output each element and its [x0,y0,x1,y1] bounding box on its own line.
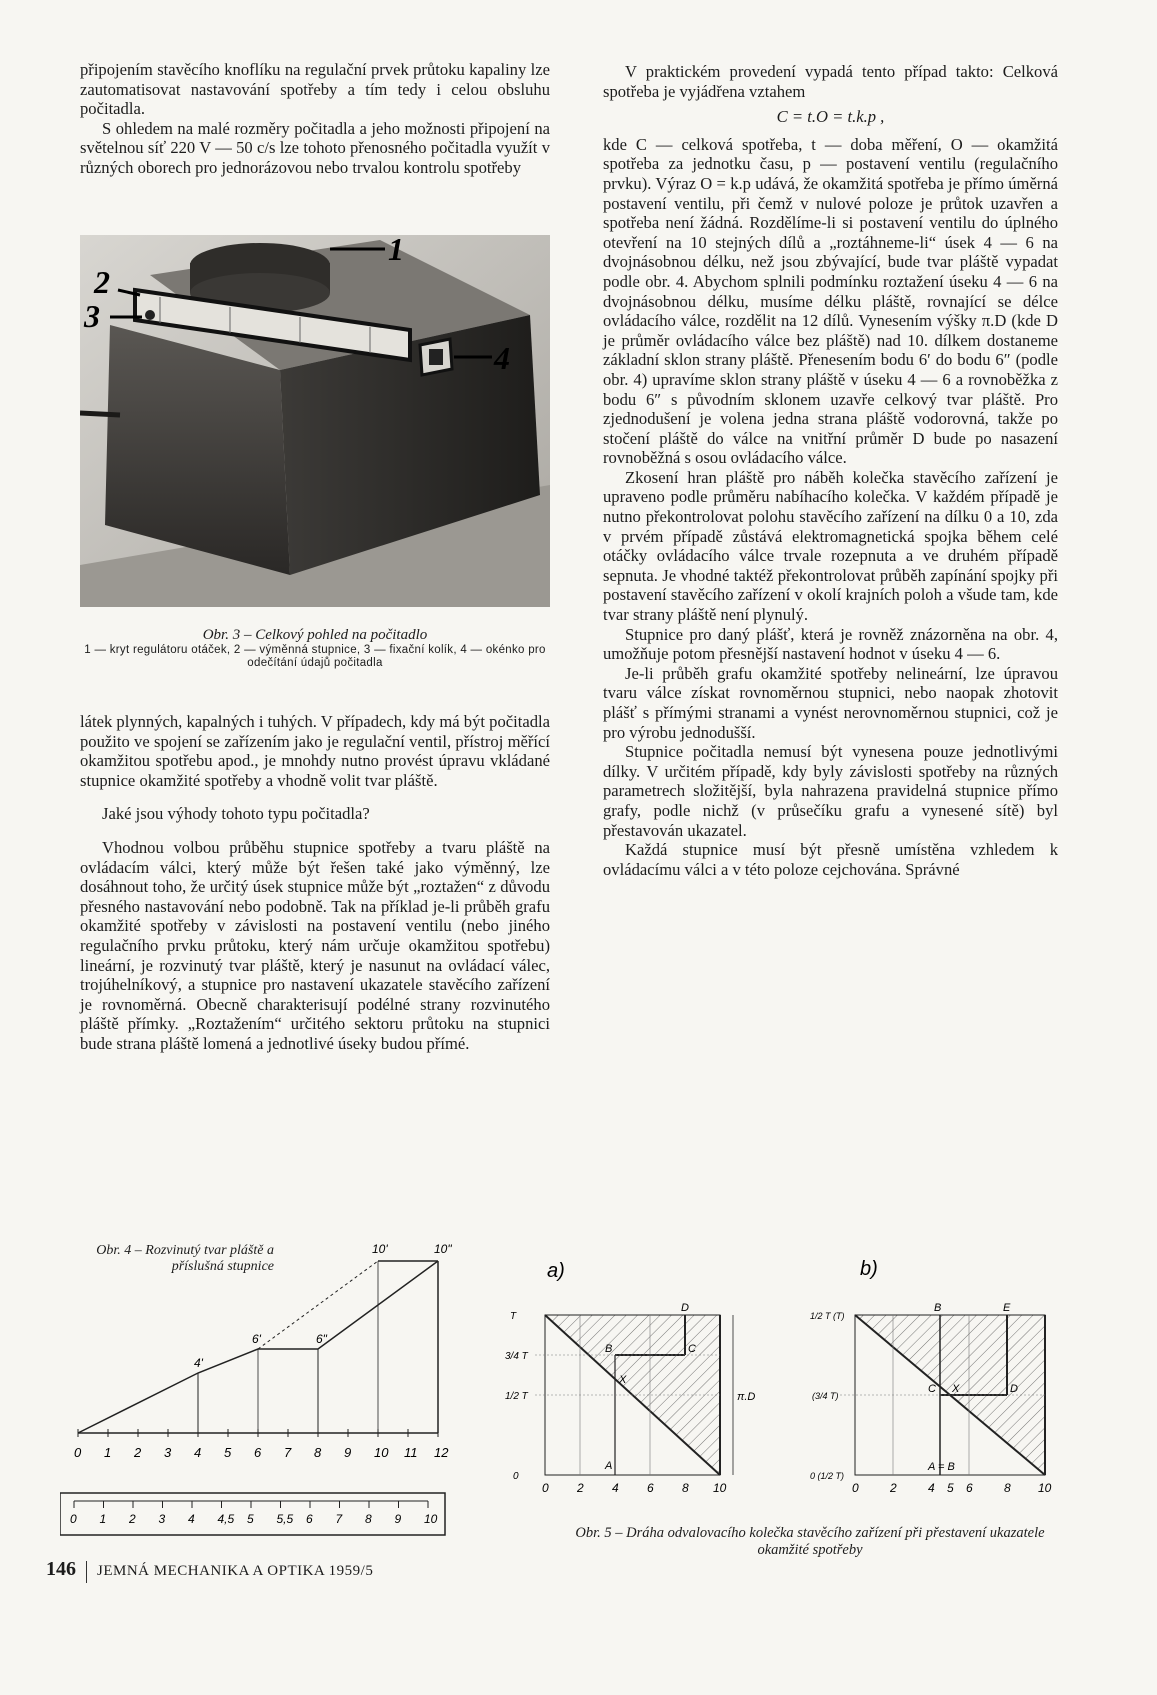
left-column-bottom [80,712,550,1054]
x-label: 6 [966,1481,973,1495]
callout-4: 4 [494,340,510,376]
scale-label: 9 [394,1512,402,1526]
point-C: C [928,1383,936,1395]
callout-3: 3 [84,298,100,334]
paragraph: V praktickém provedení vypadá tento případ takto: Celková spotřeba je vyjádřena vztahem [603,62,1058,101]
paragraph: Vhodnou volbou průběhu stupnice spotřeby a tvaru pláště na ovládacím válci, který může být řešen také jako výměnný, lze dosáhnout toho, že určitý úsek stupnice může být „roztažen“ z důvodu přesného nastavování nebo podobně. Tak na příklad je-li průběh grafu okamžité spotřeby v závislosti na postavení ventilu (nebo jiného regulačního prvku průtoku, který nám určuje okamžitou spotřebu) lineární, je rozvinutý tvar pláště, který je nasunut na ovládací válec, trojúhelníkový, a stupnice pro nastavení ukazatele stavěcího zařízení je rovnoměrná. Obecně charakterisují podélné strany rozvinutého pláště přímky. „Roztažením“ určitého sektoru průtoku na stupnici bude strana pláště lomená a jednotlivé úseky budou přímé. [80,837,550,1053]
paragraph: Zkosení hran pláště pro náběh kolečka stavěcího zařízení je upraveno podle průměru nabíhacího kolečka. V každém případě je nutno překontrolovat polohu stavěcího zařízení na dílku 0 a 10, zda v prvém případě zůstává elektromagnetická spojka během celé otáčky ovládacího válce trvale rozepnuta a ve druhém případě sepnuta. Je vhodné taktéž překontrolovat průběh zapínání spojky při postavení stavěcího zařízení v okolí krajních poloh a všude tam, kde tvar strany pláště není plynulý. [603,467,1058,625]
scale-label: 10 [424,1512,438,1526]
x-label: 9 [344,1445,352,1460]
footer-divider [86,1561,87,1583]
paragraph: Stupnice počitadla nemusí být vynesena pouze jednotlivými dílky. V určitém případě, kdy byly závislosti spotřeby na různých parametrech složitější, byla nahrazena pravidelná stupnice přímo grafy, podle nichž (v průsečíku grafu a vynesené sítě) byl přestavován ukazatel. [603,742,1058,840]
scale-label: 3 [158,1512,166,1526]
point-B: B [605,1343,613,1355]
x-label: 0 [852,1481,859,1495]
figure-4-caption: Obr. 4 – Rozvinutý tvar pláště a příslušná stupnice [96,1243,274,1274]
point-X: X [619,1374,627,1386]
scale-label: 1 [99,1512,107,1526]
x-label: 8 [1004,1481,1011,1495]
figure-4-drawing [60,1225,480,1545]
figure-5-caption: Obr. 5 – Dráha odvalovacího kolečka stavěcího zařízení při přestavení ukazatele okamžité spotřeby [575,1525,1045,1558]
device-photo-drawing [80,235,550,607]
y-label: 3/4 T [505,1351,528,1362]
point-label: 6' [252,1332,261,1346]
left-column-top [80,60,550,178]
point-C: C [688,1343,696,1355]
scale-label: 0 [70,1512,77,1526]
paragraph: připojením stavěcího knoflíku na regulační prvek průtoku kapaliny lze zautomatisovat nastavování spotřeby a tím tedy i celou obsluhu počitadla. [80,60,550,119]
figure-5b [810,1255,1060,1495]
x-label: 2 [890,1481,897,1495]
figure-5a [505,1255,775,1495]
point-X: X [952,1383,960,1395]
point-label: 10' [372,1242,388,1256]
x-label: 5 [947,1481,954,1495]
paragraph: látek plynných, kapalných i tuhých. V případech, kdy má být počitadla použito ve spojení se zařízením jako je regulační ventil, přístroj měřící okamžitou spotřebu apod., je mnohdy nutno provést úpravu vkládané stupnice okamžité spotřeby a vhodně volit tvar pláště. [80,712,550,790]
y-label: 0 [513,1471,519,1482]
figure-5b-label: b) [860,1258,878,1280]
point-label: 6" [316,1332,327,1346]
x-label: 4 [928,1481,935,1495]
point-D: D [681,1302,689,1314]
x-label: 6 [647,1481,654,1495]
callout-1: 1 [388,235,404,267]
scale-label: 6 [306,1512,313,1526]
x-label: 10 [1038,1481,1052,1495]
journal-name: JEMNÁ MECHANIKA A OPTIKA 1959/5 [97,1563,374,1579]
point-label: 10" [434,1242,452,1256]
paragraph: kde C — celková spotřeba, t — doba měření, O — okamžitá spotřeba za jednotku času, p — postavení ventilu (regulačního prvku). Výraz O = k.p udává, že okamžitá spotřeba je přímo úměrná postavení ventilu, při čemž v nulové poloze je průtok uzavřen a spotřeba není žádná. Rozdělíme-li si postavení ventilu do úplného otevření na 10 stejných dílů a „roztáhneme-li“ úsek 4 — 6 na dvojnásobnou délku, než jsou zbývající, bude tvar pláště vypadat podle obr. 4. Abychom splnili podmínku roztažení úseku 4 — 6 na dvojnásobnou délku, musíme délku pláště, rovnající se délce ovládacího válce, rozdělit na 12 dílů. Vynesením výšky π.D (kde D je průměr ovládacího válce bez pláště) nad 10. dílkem dostaneme základní sklon strany pláště. Přenesením bodu 6′ do bodu 6″ (podle obr. 4) upravíme sklon strany pláště v úseku 4 — 6 a rovnoběžka z bodu 6″ s původním sklonem uzavře celkový tvar pláště. Pro zjednodušení je volena jedna strana pláště vodorovná, takže po stočení pláště do válce na vnitřní průměr D bude po nasazení rovnoběžná s osou ovládacího válce. [603,134,1058,468]
page-number: 146 [46,1558,76,1580]
x-label: 8 [682,1481,689,1495]
figure-5a-label: a) [547,1260,565,1282]
x-label: 7 [284,1445,292,1460]
paragraph: Stupnice pro daný plášť, která je rovněž znázorněna na obr. 4, umožňuje potom přesnější nastavení hodnot v úseku 4 — 6. [603,624,1058,664]
point-E: E [1003,1302,1011,1314]
x-label: 3 [164,1445,172,1460]
figure-5a-drawing [505,1255,775,1495]
y-label: (3/4 T) [812,1391,839,1401]
point-B: B [934,1302,942,1314]
figure-4 [60,1225,480,1545]
x-label: 8 [314,1445,322,1460]
x-label: 4 [612,1481,619,1495]
x-label: 10 [713,1481,727,1495]
scale-label: 7 [335,1512,343,1526]
side-label: π.D [737,1391,756,1403]
x-label: 5 [224,1445,232,1460]
y-label: 1/2 T [505,1391,528,1402]
point-label: 4' [194,1356,203,1370]
right-column [603,62,1058,879]
paragraph: S ohledem na malé rozměry počitadla a jeho možnosti připojení na světelnou síť 220 V — 50 c/s lze tohoto přenosného počitadla využít v různých oborech pro jednorázovou nebo trvalou kontrolu spotřeby [80,118,550,177]
x-label: 12 [434,1445,449,1460]
x-label: 2 [577,1481,584,1495]
section-question: Jaké jsou výhody tohoto typu počitadla? [102,804,370,824]
x-label: 11 [404,1445,418,1460]
x-label: 4 [194,1445,202,1460]
point-A: A [605,1460,613,1472]
paragraph: Je-li průběh grafu okamžité spotřeby nelineární, lze úpravou tvaru válce získat rovnoměrnou stupnici, nebo naopak zhotovit plášť s přímými stranami a vynést nerovnoměrnou stupnici, což je pro výrobu jednodušší. [603,663,1058,742]
scale-label: 4,5 [217,1512,235,1526]
x-label: 10 [374,1445,389,1460]
formula: C = t.O = t.k.p , [776,107,885,127]
x-label: 2 [134,1445,142,1460]
scale-label: 4 [188,1512,195,1526]
figure-3-title: Obr. 3 – Celkový pohled na počitadlo [202,627,428,643]
y-label: 0 (1/2 T) [810,1471,845,1481]
x-label: 6 [254,1445,262,1460]
page-footer [46,1558,373,1583]
device-photo [80,235,550,607]
paragraph: Každá stupnice musí být přesně umístěna vzhledem k ovládacímu válci a v této poloze cejchována. Správné [603,840,1058,879]
scale-label: 5,5 [276,1512,294,1526]
y-label: 1/2 T (T) [810,1311,845,1321]
figure-5b-drawing [810,1255,1060,1495]
x-label: 0 [74,1445,82,1460]
y-label: T [510,1311,517,1322]
scale-label: 5 [247,1512,254,1526]
scale-label: 2 [129,1512,136,1526]
point-D: D [1010,1383,1018,1395]
figure-3-caption [80,627,550,670]
scale-label: 8 [365,1512,372,1526]
x-label: 0 [542,1481,549,1495]
point-AB: A = B [928,1461,955,1473]
x-label: 1 [104,1445,112,1460]
figure-3-legend: 1 — kryt regulátoru otáček, 2 — výměnná stupnice, 3 — fixační kolík, 4 — okénko pro odečítání údajů počitadla [84,644,546,669]
callout-2: 2 [94,264,110,300]
